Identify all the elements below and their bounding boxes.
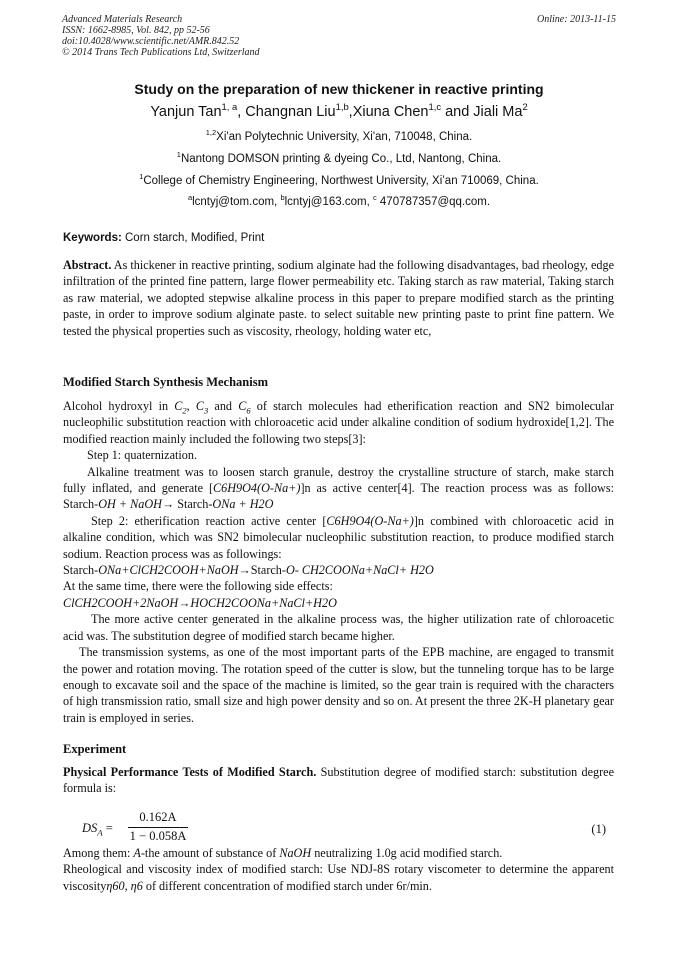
copyright-line: © 2014 Trans Tech Publications Ltd, Switzerland xyxy=(62,47,260,58)
section-heading: Modified Starch Synthesis Mechanism xyxy=(63,375,268,389)
paragraph xyxy=(63,464,614,513)
formula-run xyxy=(238,399,251,416)
text-run: and xyxy=(208,399,239,413)
fraction-numerator: 0.162A xyxy=(128,810,188,828)
fraction-denominator: 1 − 0.058A xyxy=(129,829,187,843)
subscript: 3 xyxy=(204,405,209,416)
text-run: of different concentration of modified starch under 6r/min. xyxy=(142,878,432,893)
abstract-text: As thickener in reactive printing, sodium alginate had the following disadvantages, bad rheology, edge infiltration of the printed fine pattern, large flower permeability etc. Taking starch as raw material, Taking starch as raw material, we adopted stepwise alkaline process in this paper to prepare modified starch as the printing paste, in order to improve sodium alginate paste. to select suitable new printing paste to print fine pattern. We tested the physical properties such as viscosity, rheology, holding water etc, xyxy=(63,258,614,338)
text-run: ]n as active center[4]. The reaction process was as follows: Starch- xyxy=(63,481,614,512)
equals-sign: = xyxy=(102,821,113,835)
formula-run: C6H9O4(O-Na+) xyxy=(326,513,414,528)
paragraph: Step 1: quaternization. xyxy=(87,448,197,463)
section-heading: Experiment xyxy=(63,742,127,756)
equation-number: (1) xyxy=(591,822,606,836)
keywords-text: Corn starch, Modified, Print xyxy=(121,232,265,244)
text-run: Starch- xyxy=(250,563,286,578)
paragraph: At the same time, there were the following side effects: xyxy=(63,579,333,594)
symbol: C xyxy=(174,399,183,413)
affiliation-mark: 1 xyxy=(176,150,181,160)
formula-run: C6H9O4(O-Na+) xyxy=(213,481,301,496)
symbol: C xyxy=(238,399,247,413)
paragraph: The transmission systems, as one of the most important parts of the EPB machine, are engaged to transmit the power and rotation moving. The rotation speed of the cutter is slow, but the tunneling torque has to be large enough to excavate soil and the space of the machine is limited, so the gear train is required with the characters of high transmission ratio, small size and high power density and so on. At present the three 2K-H planetary gear train is employed in series. xyxy=(63,645,614,725)
formula-run: ONa + H2O xyxy=(212,497,274,512)
subsection-intro xyxy=(63,764,614,797)
affiliation-mark: 1,2 xyxy=(205,128,217,138)
paragraph: The more active center generated in the alkaline process was, the higher utilization rate of chloroacetic acid was. The substitution degree of modified starch became higher. xyxy=(63,612,614,643)
text-run: of starch molecules had etherification reaction and SN2 bimolecular nucleophilic substitution reaction with chloroacetic acid under alkaline condition of sodium hydroxide[1,2]. The modified reaction mainly included the following two steps[3]: xyxy=(63,399,614,446)
subscript: A xyxy=(97,827,103,838)
text-run: Substitution degree of modified starch: substitution degree formula is: xyxy=(63,765,614,796)
affiliation xyxy=(0,128,678,143)
author-name: Yanjun Tan xyxy=(150,104,222,120)
affiliation xyxy=(0,150,678,165)
paragraph xyxy=(63,845,614,861)
issn-line: ISSN: 1662-8985, Vol. 842, pp 52-56 xyxy=(62,25,210,36)
email-mark: b xyxy=(280,193,285,203)
text-run: Alcohol hydroxyl in xyxy=(63,399,175,413)
affiliation-text: Nantong DOMSON printing & dyeing Co., Ltd, Nantong, China. xyxy=(180,153,502,165)
author-affiliation-mark: 1, a xyxy=(221,101,238,113)
symbol: DS xyxy=(82,821,98,835)
text-run: Starch- xyxy=(174,497,213,512)
formula-run: NaOH xyxy=(279,846,312,860)
formula-run xyxy=(195,399,209,416)
equation-fraction xyxy=(128,810,188,844)
abstract-label: Abstract. xyxy=(63,258,112,272)
section2-body xyxy=(63,845,614,894)
author-name: ,Xiuna Chen xyxy=(348,104,429,120)
affiliation-mark: 1 xyxy=(139,172,144,182)
author-name: , Changnan Liu xyxy=(237,104,336,120)
text-run: ]n combined with chloroacetic acid in alkaline condition, which was SN2 bimolecular nucleophilic substitution reaction, to produce modified starch sodium. Reaction process was as followings: xyxy=(63,513,615,561)
formula-run: ONa+ClCH2COOH+NaOH→ xyxy=(98,563,251,578)
affiliation xyxy=(0,172,678,187)
author-name: and Jiali Ma xyxy=(441,104,523,120)
formula-run xyxy=(174,399,187,416)
text-run: , xyxy=(124,878,131,893)
journal-header xyxy=(62,14,618,58)
text-run: Step 2: etherification reaction active center [ xyxy=(91,513,327,528)
email-mark: c xyxy=(372,193,377,203)
paragraph xyxy=(63,513,614,562)
text-run: Alkaline treatment was to loosen starch granule, destroy the crystalline structure of starch, make starch fully inflated, and generate [ xyxy=(63,464,614,496)
subsection-heading: Physical Performance Tests of Modified Starch. xyxy=(63,765,317,779)
subscript: 6 xyxy=(246,405,251,416)
equation-lhs xyxy=(82,821,113,836)
section1-body xyxy=(63,398,614,726)
paragraph xyxy=(63,398,614,447)
symbol: C xyxy=(195,399,204,413)
formula-run: O- CH2COONa+NaCl+ H2O xyxy=(285,563,434,578)
keywords-label: Keywords: xyxy=(63,232,122,244)
paragraph xyxy=(63,861,614,894)
symbol: η60 xyxy=(106,878,125,893)
author-affiliation-mark: 2 xyxy=(522,101,528,113)
abstract xyxy=(63,257,614,339)
equation-1 xyxy=(82,810,614,850)
email-mark: a xyxy=(187,193,193,203)
symbol: η6 xyxy=(130,878,143,893)
text-run: Among them: xyxy=(63,846,134,860)
text-run: , xyxy=(186,399,196,413)
journal-name: Advanced Materials Research xyxy=(62,14,183,25)
subscript: 2 xyxy=(182,405,187,416)
reaction-line xyxy=(63,562,614,578)
email-a[interactable]: lcntyj@tom.com, xyxy=(192,196,281,208)
email-b[interactable]: lcntyj@163.com, xyxy=(284,196,373,208)
affiliation-text: College of Chemistry Engineering, Northwest University, Xi’an 710069, China. xyxy=(143,175,539,187)
formula-run: OH + NaOH→ xyxy=(98,497,175,512)
reaction-line: ClCH2COOH+2NaOH→HOCH2COONa+NaCl+H2O xyxy=(63,595,337,610)
paper-title: Study on the preparation of new thickener in reactive printing xyxy=(134,81,544,97)
text-run: Rheological and viscosity index of modified starch: Use NDJ-8S rotary viscometer to determine the apparent viscosity xyxy=(63,862,614,893)
symbol: A xyxy=(133,846,141,860)
author-affiliation-mark: 1,c xyxy=(428,101,442,113)
text-run: -the amount of substance of xyxy=(140,846,280,860)
email-line xyxy=(0,193,678,208)
author-affiliation-mark: 1,b xyxy=(335,101,349,113)
affiliation-text: Xi'an Polytechnic University, Xi'an, 710048, China. xyxy=(216,131,473,143)
text-run: Starch- xyxy=(63,563,99,578)
text-run: neutralizing 1.0g acid modified starch. xyxy=(311,846,503,860)
doi-line[interactable]: doi:10.4028/www.scientific.net/AMR.842.52 xyxy=(62,36,240,47)
online-date: Online: 2013-11-15 xyxy=(537,14,616,25)
keywords xyxy=(63,232,264,244)
author-list xyxy=(0,101,678,120)
email-c[interactable]: 470787357@qq.com. xyxy=(376,196,491,208)
